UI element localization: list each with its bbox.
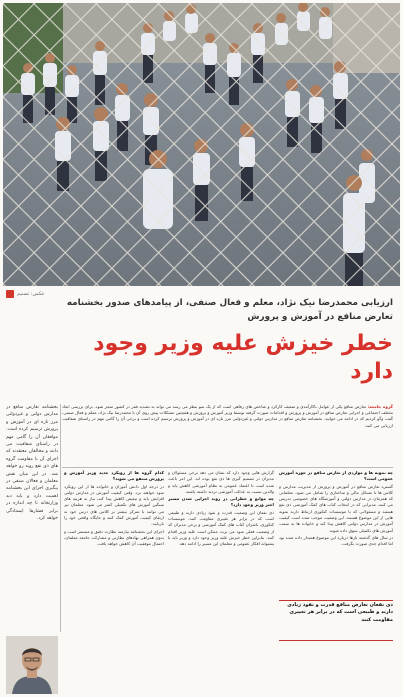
lead-text: تعارض منافع یکی از عوامل ناکارآمدی و ضعیف کارکرد و شاخص های رفاهی است که از یک سو بنظر می رسد می تواند به تشدید فقر در کشور منجر شود. برای بررسی ابعاد مختلف اجتماعی و اجرایی تعارض منافع در آموزش و پرورش و اقدامات صورت گرفته توسط وزیر آموزش و پرورش و همچنین مشکلات پیش روی آن با محمدرضا نیک نژاد، معلم و فعال صنفی، گفت وگو کردیم که در ادامه می خوانید. بخشنامه تعارض منافع در مدارس دولتی و غیردولتی مرز تازه ای در آموزش و پرورش ترسیم کرده است و برخی آن را گامی مهم در راستای شفافیت ارزیابی می کنند. <box>62 404 393 428</box>
paragraph: کدام گروه ها از رویکرد جدید وزیر آموزش و پرورش منتفع می شوند؟ <box>64 470 164 482</box>
photo-illustration <box>3 3 400 286</box>
paragraph: گزارش هایی وجود دارد که نشان می دهد برخی مسئولان و مدیران در تصمیم گیری ها ذی نفع بوده اند. این امر باعث شده است تا اعتماد عمومی به نظام آموزشی کاهش یابد و والدین نسبت به عدالت آموزشی تردید داشته باشند. <box>168 470 274 494</box>
section-divider <box>62 467 393 468</box>
body-column-left <box>64 470 164 692</box>
credit-marker-icon <box>6 290 14 298</box>
author-photo <box>6 636 58 694</box>
paragraph: چه موانع و خطراتی در روند اجرایی شدن مسیر اخیر وزیر وجود دارد؟ <box>168 496 274 508</box>
author-portrait-icon <box>6 636 58 694</box>
sidebar-column: بخشنامه تعارض منافع در مدارس دولتی و غیردولتی مرز تازه ای در آموزش و پرورش ترسیم کرده است. موافقان آن را گامی مهم در راستای شفافیت می دانند و مخالفان معتقدند که اجرای آن با مقاومت گروه های ذی نفع روبه رو خواهد شد. در این میان نقش معلمان و فعالان صنفی در پیگیری اجرای این بخشنامه اهمیت دارد و باید دید وزارتخانه تا چه اندازه در برابر فشارها ایستادگی خواهد کرد. <box>6 404 61 632</box>
paragraph: گستره تعارض منافع در آموزش و پرورش از مدیریت مدارس و کلاس ها تا مسائل مالی و ساختاری را شامل می شود. معلمانی که همزمان در مدارس دولتی و آموزشگاه های خصوصی تدریس می کنند، مدیرانی که در انتخاب کتاب های کمک آموزشی ذی نفع هستند و مسئولانی که با موسسات کنکوری ارتباط دارند نمونه هایی از این موضوع هستند. این وضعیت موجب شده است کیفیت آموزش در مدارس دولتی کاهش پیدا کند و خانواده ها به سمت آموزش های تکمیلی سوق داده شوند. <box>279 483 393 533</box>
lead-source: گروه جامعه: <box>367 404 393 409</box>
paragraph: در سال های گذشته بارها درباره این موضوع هشدار داده شده بود اما اقدام جدی صورت نگرفت. <box>279 534 393 547</box>
paragraph: اجرای این بخشنامه نیازمند نظارت دقیق و مستمر است و بدون همراهی نهادهای نظارتی و مشارکت جامعه معلمان، احتمال موفقیت آن کاهش خواهد یافت. <box>64 528 164 547</box>
paragraph: ذی نفعان این وضعیت قدرت و نفوذ زیادی دارند و طبیعی است که در برابر هر تغییری مقاومت کنند. موسسات کنکوری، ناشران کتاب های کمک آموزشی و برخی مدیران که از وضعیت فعلی سود می برند، ممکن است علیه وزیر اقدام کنند. بنابراین خطر خیزش علیه وزیر وجود دارد و وزیر باید با پشتوانه افکار عمومی و معلمان این مسیر را ادامه دهد. <box>168 509 274 547</box>
lead-paragraph <box>62 404 393 464</box>
schoolyard-photo <box>3 3 400 286</box>
headline: خطر خیزش علیه وزیر وجود دارد <box>93 331 393 384</box>
pull-quote: ذی نفعان تعارض منافع قدرت و نفوذ زیادی دارند و طبیعی است که در برابر هر تغییری مقاومت کنند <box>279 600 393 641</box>
paragraph: در درجه اول دانش آموزان و خانواده ها از این رویکرد سود خواهند برد. وقتی کیفیت آموزش در مدارس دولتی افزایش یابد و تبعیض کاهش پیدا کند، نیاز به هزینه های سنگین آموزش های تکمیلی کمتر می شود. معلمان نیز می توانند با تمرکز بیشتر بر کلاس های درس خود به ارتقای کیفیت آموزش کمک کنند و جایگاه واقعی خود را بازیابند. <box>64 483 164 527</box>
photo-credit <box>6 288 45 300</box>
credit-text: عکس: تسنیم <box>17 291 45 297</box>
body-column-right <box>279 470 393 692</box>
body-column-middle <box>168 470 274 692</box>
paragraph: چه نمونه ها و مواردی از تعارض منافع در حوزه آموزش عمومی است؟ <box>279 470 393 482</box>
kicker-text: ارزیابی محمدرضا نیک نژاد، معلم و فعال صنفی، از پیامدهای صدور بخشنامه تعارض منافع در آموزش و پرورش <box>66 298 393 322</box>
